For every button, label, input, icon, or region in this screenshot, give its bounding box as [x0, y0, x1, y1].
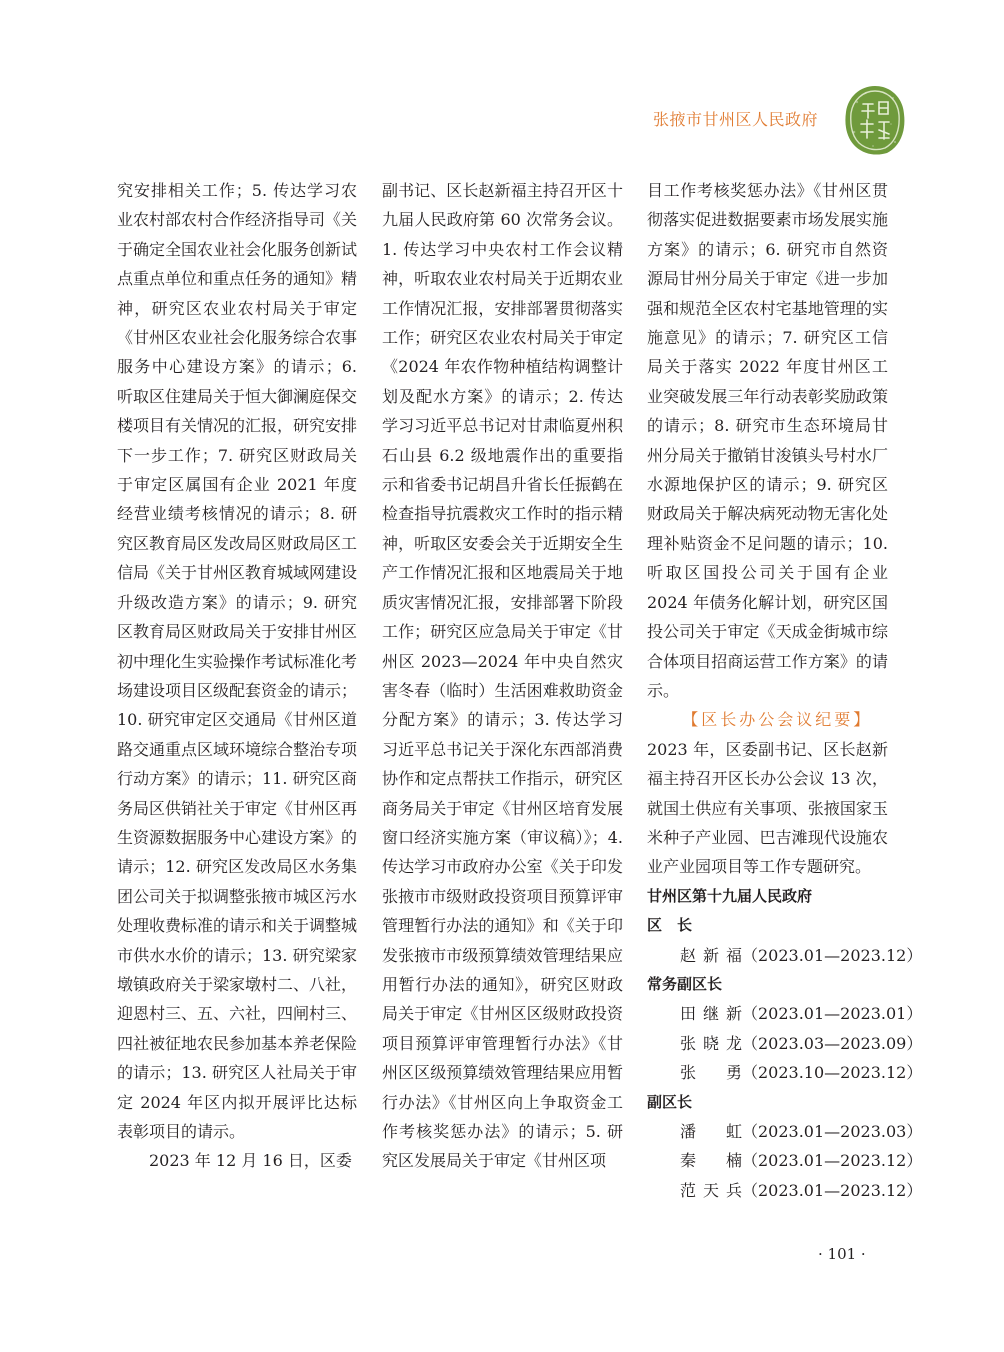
text-column-3	[647, 176, 923, 1205]
role-heading: 副区长	[647, 1092, 693, 1111]
official-term: （2023.01—2023.12）	[742, 1151, 923, 1171]
official-term: （2023.10—2023.12）	[742, 1063, 923, 1083]
official-entry	[647, 1146, 923, 1175]
section-heading: 【区长办公会议纪要】	[682, 710, 873, 730]
text-column-1	[117, 176, 357, 1176]
role-heading: 常务副区长	[647, 974, 723, 993]
official-entry	[647, 1176, 923, 1205]
paragraph: 2023 年 12 月 16 日，区委	[149, 1151, 352, 1171]
official-term: （2023.01—2023.03）	[742, 1122, 923, 1141]
official-term: （2023.01—2023.12）	[742, 1180, 923, 1200]
header-title: 张掖市甘州区人民政府	[652, 110, 818, 129]
official-name: 赵新福	[680, 945, 742, 965]
official-entry	[647, 1029, 923, 1058]
role-heading: 区 长	[647, 916, 693, 935]
paragraph: 副书记、区长赵新福主持召开区十九届人民政府第 60 次常务会议。1. 传达学习中央农村工作会议精神，听取农业农村局关于近期农业工作情况汇报，安排部署贯彻落实工作；研究区农业农村局关于审定《2024 年农作物种植结构调整计划及配水方案》的请示；2. 传达学习习近平总书记对甘肃临夏州积石山县 6.2 级地震作出的重要指示和省委书记胡昌升省长任振鹤在检查指导抗震救灾工作时的指示精神，听取区安委会关于近期安全生产工作情况汇报和区地震局关于地质灾害情况汇报，安排部署下阶段工作；研究区应急局关于审定《甘州区 2023—2024 年中央自然灾害冬春（临时）生活困难救助资金分配方案》的请示；3. 传达学习习近平总书记关于深化东西部消费协作和定点帮扶工作指示，研究区商务局关于审定《甘州区培育发展窗口经济实施方案（审议稿）》；4. 传达学习市政府办公室《关于印发张掖市市级财政投资项目预算评审管理暂行办法的通知》和《关于印发张掖市市级预算绩效管理结果应用暂行办法的通知》，研究区财政局关于审定《甘州区区级财政投资项目预算评审管理暂行办法》《甘州区区级预算绩效管理结果应用暂行办法》《甘州区向上争取资金工作考核奖惩办法》的请示；5. 研究区发展局关于审定《甘州区项	[382, 181, 623, 1171]
text-column-2	[382, 176, 623, 1176]
paragraph: 2023 年，区委副书记、区长赵新福主持召开区长办公会议 13 次，就国土供应有关事项、张掖国家玉米种子产业园、巴吉滩现代设施农业产业园项目等工作专题研究。	[647, 739, 888, 877]
official-name: 张 勇	[680, 1063, 742, 1083]
government-title: 甘州区第十九届人民政府	[647, 886, 813, 905]
official-term: （2023.03—2023.09）	[742, 1033, 923, 1053]
official-entry	[647, 1117, 923, 1146]
official-term: （2023.01—2023.01）	[742, 1004, 923, 1024]
official-name: 张晓龙	[680, 1033, 742, 1053]
paragraph: 究安排相关工作；5. 传达学习农业农村部农村合作经济指导司《关于确定全国农业社会化服务创新试点重点单位和重点任务的通知》精神，研究区农业农村局关于审定《甘州区农业社会化服务综合农事服务中心建设方案》的请示；6. 听取区住建局关于恒大御澜庭保交楼项目有关情况的汇报，研究安排下一步工作；7. 研究区财政局关于审定区属国有企业 2021 年度经营业绩考核情况的请示；8. 研究区教育局区发改局区财政局区工信局《关于甘州区教育城域网建设升级改造方案》的请示；9. 研究区教育局区财政局关于安排甘州区初中理化生实验操作考试标准化考场建设项目区级配套资金的请示；10. 研究审定区交通局《甘州区道路交通重点区域环境综合整治专项行动方案》的请示；11. 研究区商务局区供销社关于审定《甘州区再生资源数据服务中心建设方案》的请示；12. 研究区发改局区水务集团公司关于拟调整张掖市城区污水处理收费标准的请示和关于调整城市供水水价的请示；13. 研究梁家墩镇政府关于梁家墩村二、八社，迎恩村三、五、六社，四闸村三、四社被征地农民参加基本养老保险的请示；13. 研究区人社局关于审定 2024 年区内拟开展评比达标表彰项目的请示。	[117, 181, 358, 1141]
paragraph: 目工作考核奖惩办法》《甘州区贯彻落实促进数据要素市场发展实施方案》的请示；6. 研究市自然资源局甘州分局关于审定《进一步加强和规范全区农村宅基地管理的实施意见》的请示；7. 研究区工信局关于落实 2022 年度甘州区工业突破发展三年行动表彰奖励政策的请示；8. 研究市生态环境局甘州分局关于撤销甘浚镇头号村水厂水源地保护区的请示；9. 研究区财政局关于解决病死动物无害化处理补贴资金不足问题的请示；10. 听取区国投公司关于国有企业 2024 年债务化解计划，研究区国投公司关于审定《天成金街城市综合体项目招商运营工作方案》的请示。	[647, 181, 888, 700]
official-name: 田继新	[680, 1004, 742, 1024]
official-entry	[647, 1058, 923, 1087]
page-number: · 101 ·	[818, 1245, 866, 1263]
official-name: 秦 楠	[680, 1151, 742, 1171]
seal-stamp-icon	[843, 84, 907, 156]
official-name: 潘 虹	[680, 1122, 742, 1141]
official-entry	[647, 999, 923, 1028]
official-name: 范天兵	[680, 1180, 742, 1200]
official-entry	[647, 941, 923, 970]
official-term: （2023.01—2023.12）	[742, 945, 923, 965]
